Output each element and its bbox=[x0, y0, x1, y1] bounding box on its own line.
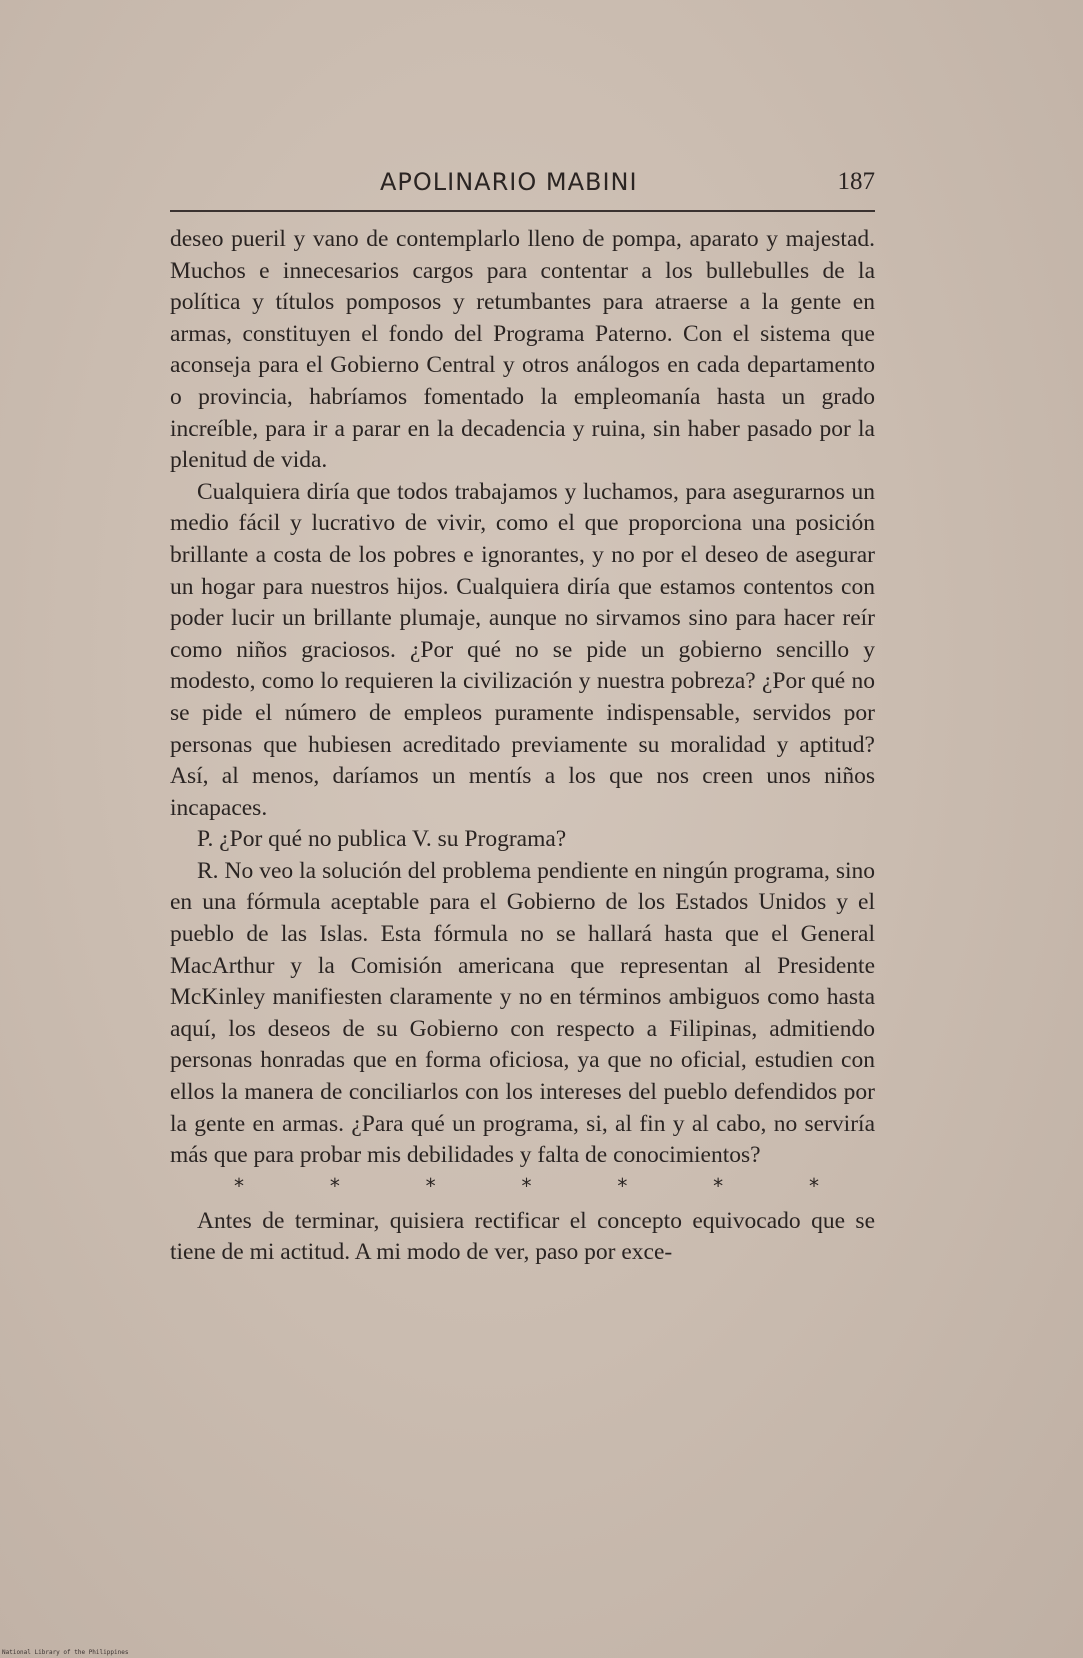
paragraph-closing: Antes de terminar, quisiera rectificar el concepto equivocado que se tiene de mi actitud. A mi modo de ver, paso por exce- bbox=[170, 1207, 875, 1266]
separator-asterisk: * bbox=[234, 1173, 244, 1198]
running-head-title: APOLINARIO MABINI bbox=[380, 168, 638, 196]
paragraph: Cualquiera diría que todos trabajamos y luchamos, para asegurarnos un medio fácil y lucrativo de vivir, como el que proporciona una posición brillante a costa de los pobres e ignorantes, y no por el deseo de asegurar un hogar para nuestros hijos. Cualquiera diría que estamos contentos con poder lucir un brillante plumaje, aunque no sirvamos sino para hacer reír como niños graciosos. ¿Por qué no se pide un gobierno sencillo y modesto, como lo requieren la civilización y nuestra pobreza? ¿Por qué no se pide el número de empleos puramente indispensable, servidos por personas que hubiesen acreditado previamente su moralidad y aptitud? Así, al menos, daríamos un mentís a los que nos creen unos niños incapaces. bbox=[170, 478, 875, 821]
paragraph-continued: deseo pueril y vano de contemplarlo lleno de pompa, aparato y majestad. Muchos e innecesarios cargos para contentar a los bullebulles de la política y títulos pomposos y retumbantes para atraerse a la gente en armas, constituyen el fondo del Programa Paterno. Con el sistema que aconseja para el Gobierno Central y otros análogos en cada departamento o provincia, habríamos fomentado la empleomanía hasta un grado increíble, para ir a parar en la decadencia y ruina, sin haber pasado por la plenitud de vida. bbox=[170, 226, 875, 474]
separator-asterisk: * bbox=[329, 1173, 340, 1198]
paragraph-question: P. ¿Por qué no publica V. su Programa? bbox=[197, 826, 567, 853]
page-number: 187 bbox=[837, 168, 875, 195]
separator-asterisk: * bbox=[617, 1173, 628, 1198]
separator-asterisk: * bbox=[425, 1173, 436, 1198]
separator-asterisk: * bbox=[713, 1173, 724, 1198]
header-rule bbox=[170, 210, 875, 212]
running-head bbox=[170, 168, 875, 208]
body-text bbox=[170, 224, 875, 1269]
separator-asterisk: * bbox=[808, 1173, 819, 1198]
separator-asterisk: * bbox=[521, 1173, 532, 1198]
paragraph-answer: R. No veo la solución del problema pendiente en ningún programa, sino en una fórmula aceptable para el Gobierno de los Estados Unidos y el pueblo de las Islas. Esta fórmula no se hallará hasta que el General MacArthur y la Comisión americana que representan al Presidente McKinley manifiesten claramente y no en términos ambiguos como hasta aquí, los deseos de su Gobierno con respecto a Filipinas, admitiendo personas honradas que en forma oficiosa, ya que no oficial, estudien con ellos la manera de conciliarlos con los intereses del pueblo defendidos por la gente en armas. ¿Para qué un programa, si, al fin y al cabo, no serviría más que para probar mis debilidades y falta de conocimientos? bbox=[170, 857, 875, 1169]
scan-credit: National Library of the Philippines bbox=[2, 1649, 129, 1656]
section-separator bbox=[170, 1172, 875, 1200]
